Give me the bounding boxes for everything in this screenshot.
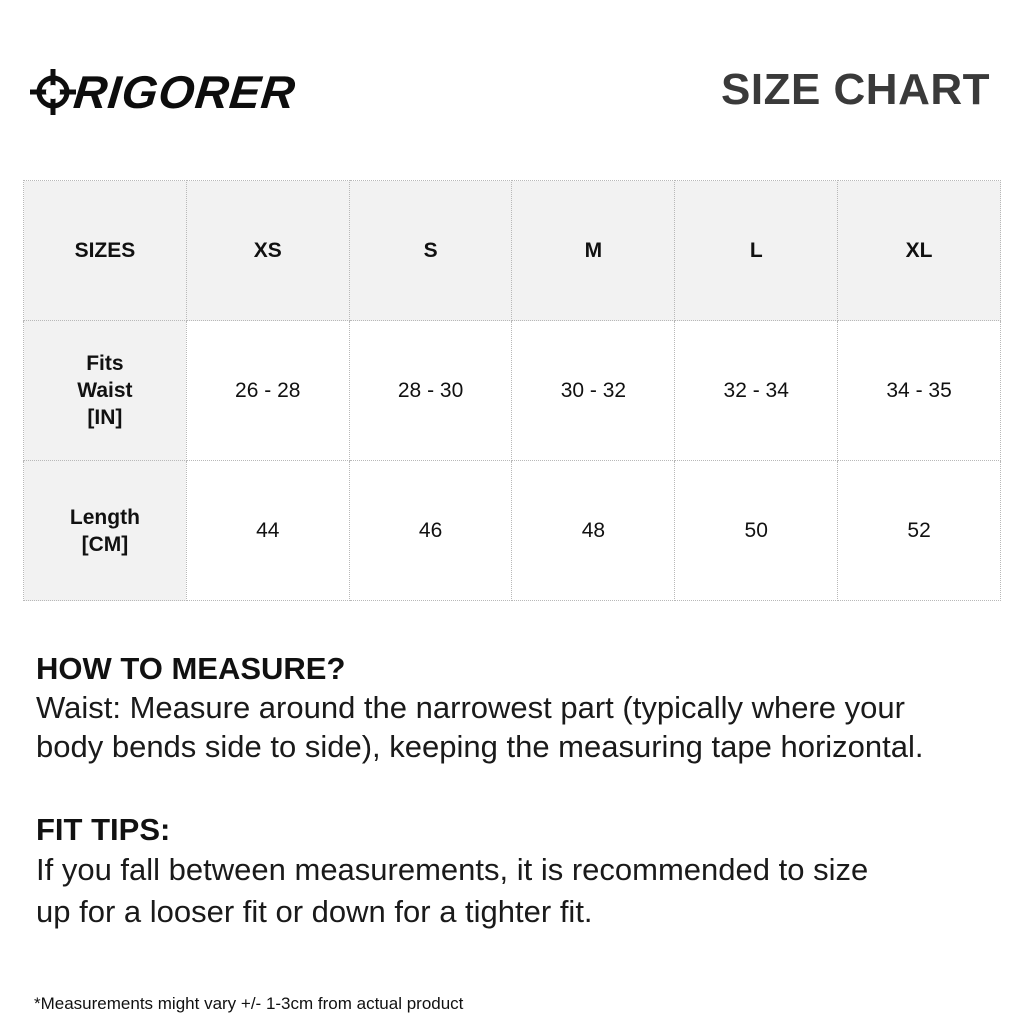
brand-logo: [28, 66, 299, 118]
table-cell: 30 - 32: [512, 321, 675, 461]
table-cell: 48: [512, 461, 675, 601]
table-cell: 32 - 34: [675, 321, 838, 461]
table-cell: 26 - 28: [186, 321, 349, 461]
how-to-measure-heading: HOW TO MEASURE?: [36, 651, 346, 686]
table-cell: 28 - 30: [349, 321, 512, 461]
fit-tips-line: If you fall between measurements, it is recommended to size: [36, 852, 869, 887]
brand-name: RIGORER: [71, 66, 299, 118]
size-header-cell: L: [675, 181, 838, 321]
table-cell: 46: [349, 461, 512, 601]
fit-tips-line: up for a looser fit or down for a tighter fit.: [36, 894, 593, 929]
row-label-line: [IN]: [87, 406, 123, 429]
page-title: SIZE CHART: [721, 65, 990, 114]
size-table: [23, 180, 1001, 601]
table-header-cell: SIZES: [24, 181, 187, 321]
size-header-cell: XL: [838, 181, 1001, 321]
footnote: *Measurements might vary +/- 1-3cm from actual product: [34, 994, 464, 1013]
header: [28, 60, 990, 124]
row-label-line: [CM]: [81, 532, 129, 556]
row-label-line: Length: [69, 505, 140, 529]
row-label-waist: [24, 321, 187, 461]
table-row: [24, 321, 1001, 461]
row-label-line: Waist: [77, 379, 133, 402]
row-label-length: [24, 461, 187, 601]
table-row: [24, 461, 1001, 601]
how-to-measure-section: [36, 650, 996, 766]
table-header-row: [24, 181, 1001, 321]
crosshair-icon: [28, 67, 78, 117]
size-header-cell: S: [349, 181, 512, 321]
fit-tips-section: [36, 811, 996, 933]
size-header-cell: XS: [186, 181, 349, 321]
fit-tips-heading: FIT TIPS:: [36, 812, 171, 847]
table-cell: 34 - 35: [838, 321, 1001, 461]
how-to-measure-line: body bends side to side), keeping the measuring tape horizontal.: [36, 729, 924, 764]
table-cell: 52: [838, 461, 1001, 601]
table-cell: 50: [675, 461, 838, 601]
size-header-cell: M: [512, 181, 675, 321]
row-label-line: Fits: [86, 352, 124, 375]
table-cell: 44: [186, 461, 349, 601]
how-to-measure-line: Waist: Measure around the narrowest part (typically where your: [36, 690, 905, 725]
